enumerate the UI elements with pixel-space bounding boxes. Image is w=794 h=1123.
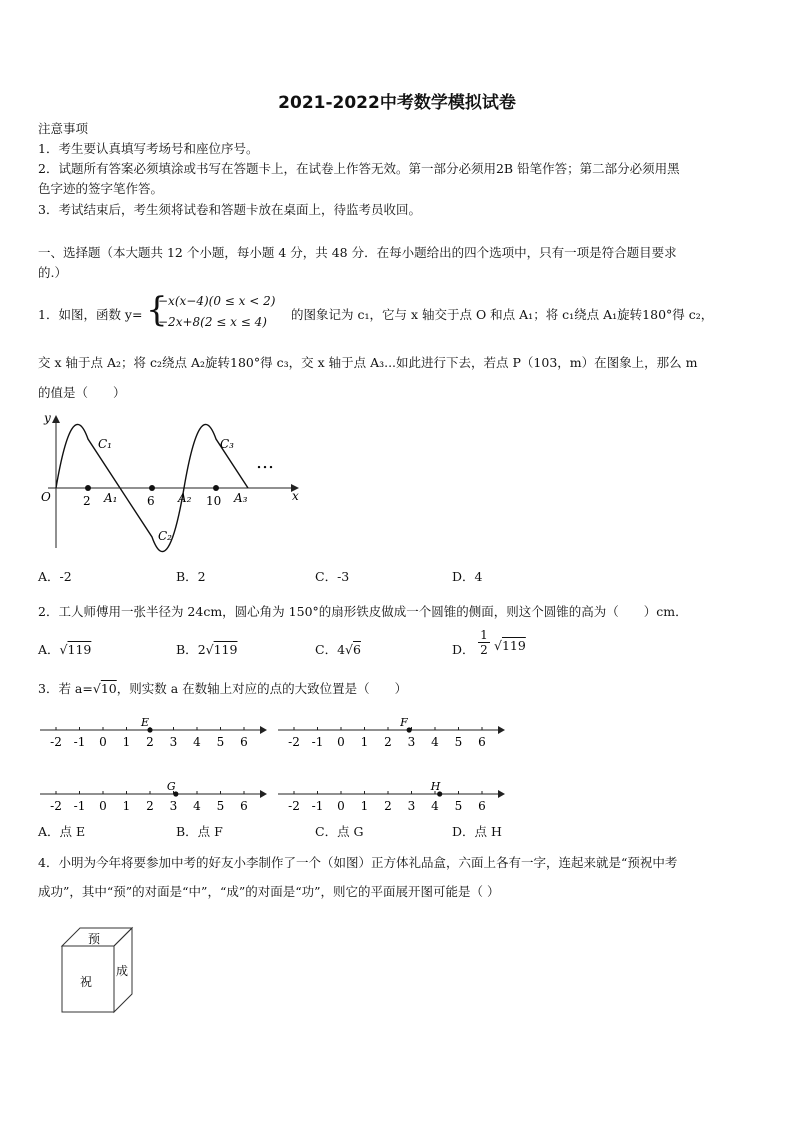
tick-label: 2: [384, 799, 392, 813]
tick-label: 1: [122, 799, 131, 813]
q1-option-d: D．4: [452, 569, 483, 584]
number-line-e: [38, 710, 268, 750]
q1-case2: −2x+8(2 ≤ x ≤ 4): [158, 315, 267, 329]
curve-label-c1: C₁: [98, 437, 112, 451]
q1-graph: [36, 408, 306, 556]
tick-label: 5: [216, 799, 225, 813]
sqrt-sign: √: [205, 642, 214, 657]
tick-label: -1: [73, 735, 86, 749]
q1-line2: 交 x 轴于点 A₂；将 c₂绕点 A₂旋转180°得 c₃，交 x 轴于点 A₃...如此进行下去，若点 P（103，m）在图象上，那么 m: [38, 355, 698, 370]
q3-suffix: ，则实数 a 在数轴上对应的点的大致位置是（ ）: [116, 681, 408, 696]
tick-dot-6: [149, 485, 155, 491]
option-label: A．: [38, 642, 60, 657]
tick-label: 4: [193, 735, 201, 749]
tick-label: 5: [454, 735, 463, 749]
curve-c3: [184, 424, 248, 488]
q2-option-a: [38, 640, 91, 658]
q2-text: 2．工人师傅用一张半径为 24cm，圆心角为 150°的扇形铁皮做成一个圆锥的侧面，则这个圆锥的高为（ ）cm．: [38, 604, 688, 619]
q2-option-b: [176, 640, 237, 658]
tick-label: 6: [240, 735, 248, 749]
radicand: 6: [353, 642, 361, 657]
tick-label: -2: [50, 735, 62, 749]
axis-arrow: [498, 726, 505, 734]
q1-option-c: C．-3: [315, 569, 350, 584]
tick-label: 6: [478, 735, 486, 749]
section-heading: 一、选择题（本大题共 12 个小题，每小题 4 分，共 48 分．在每小题给出的四个选项中，只有一项是符合题目要求: [38, 245, 677, 260]
q1-prefix: 1．如图，函数 y=: [38, 307, 143, 322]
tick-label: 4: [431, 799, 439, 813]
tick-label: 3: [169, 799, 178, 813]
y-label: y: [44, 411, 51, 425]
curve-label-c3: C₃: [220, 437, 234, 451]
radicand: 119: [67, 642, 92, 657]
page-title: 2021-2022中考数学模拟试卷: [278, 93, 516, 113]
cube-front-char: 祝: [80, 975, 93, 989]
point-label-e: E: [141, 716, 150, 729]
tick-label: -1: [311, 799, 324, 813]
tick-label: 6: [240, 799, 248, 813]
sqrt-sign: √: [494, 638, 502, 653]
axis-arrow: [260, 790, 267, 798]
q1-case1: −x(x−4)(0 ≤ x < 2): [158, 294, 276, 308]
q1-option-a: A．-2: [38, 569, 72, 584]
tick-label: 4: [431, 735, 439, 749]
q2-option-c: [315, 640, 361, 658]
gift-cube: [54, 924, 144, 1020]
numerator: 1: [478, 628, 490, 643]
point-label-g: G: [166, 780, 176, 793]
tick-label: 2: [384, 735, 392, 749]
q4-line2: 成功”，其中“预”的对面是“中”，“成”的对面是“功”，则它的平面展开图可能是（ ）: [38, 884, 500, 899]
notice-item: 色字迹的签字笔作答。: [38, 181, 164, 196]
tick-label: 1: [360, 735, 369, 749]
curve-c1: [56, 424, 120, 488]
tick-label: 3: [169, 735, 178, 749]
section-heading-cont: 的.）: [38, 265, 67, 280]
notice-item: 2．试题所有答案必须填涂或书写在答题卡上，在试卷上作答无效。第一部分必须用2B 铅笔作答；第二部分必须用黑: [38, 161, 680, 176]
q1-line3: 的值是（ ）: [38, 385, 126, 400]
q2-option-d: [452, 640, 475, 658]
q3-option-b: B．点 F: [176, 824, 223, 839]
tick-label: 0: [337, 799, 345, 813]
number-line-f: [276, 710, 506, 750]
q1-suffix: 的图象记为 c₁，它与 x 轴交于点 O 和点 A₁；将 c₁绕点 A₁旋转180°得 c₂，: [291, 307, 714, 322]
tick-label-10: 10: [206, 494, 222, 508]
cube-right-char: 成: [116, 964, 129, 978]
curve-label-c2: C₂: [158, 529, 172, 543]
tick-label-6: 6: [147, 494, 155, 508]
tick-label: 0: [99, 735, 107, 749]
tick-dot-10: [213, 485, 219, 491]
coefficient: 2: [197, 642, 206, 657]
q2-option-d-root: [494, 638, 526, 653]
tick-label: 6: [478, 799, 486, 813]
point-label-h: H: [430, 780, 441, 793]
tick-label: -1: [311, 735, 324, 749]
number-line-g: [38, 774, 268, 814]
tick-label: 3: [407, 735, 416, 749]
piecewise-brace: {: [146, 290, 168, 330]
coefficient: 4: [337, 642, 346, 657]
q4-line1: 4．小明为今年将要参加中考的好友小李制作了一个（如图）正方体礼品盒，六面上各有一字，连起来就是“预祝中考: [38, 855, 678, 870]
radicand: 10: [100, 681, 117, 696]
tick-label: -1: [73, 799, 86, 813]
sqrt-sign: √: [92, 681, 101, 696]
number-line-h: [276, 774, 506, 814]
option-label: C．: [315, 642, 338, 657]
tick-label-2: 2: [83, 494, 91, 508]
tick-label: 5: [216, 735, 225, 749]
q3-option-d: D．点 H: [452, 824, 502, 839]
tick-label: 0: [99, 799, 107, 813]
sqrt-sign: √: [59, 642, 68, 657]
tick-label: -2: [50, 799, 62, 813]
origin-label: O: [41, 490, 51, 504]
notice-heading: 注意事项: [38, 121, 89, 136]
tick-label: 1: [360, 799, 369, 813]
point-label-f: F: [400, 716, 408, 729]
axis-arrow: [260, 726, 267, 734]
tick-label: 5: [454, 799, 463, 813]
notice-item: 3．考试结束后，考生须将试卷和答题卡放在桌面上，待监考员收回。: [38, 202, 421, 217]
option-label: B．: [176, 642, 198, 657]
cube-top-char: 预: [88, 932, 101, 946]
radicand: 119: [501, 638, 526, 653]
point-a3: A₃: [234, 491, 248, 505]
fraction: [478, 628, 490, 657]
axis-arrow: [498, 790, 505, 798]
q1-option-b: B．2: [176, 569, 206, 584]
point-a2: A₂: [178, 491, 192, 505]
tick-label: 2: [146, 799, 154, 813]
tick-dot-2: [85, 485, 91, 491]
option-label: D．: [452, 642, 475, 657]
q3-prefix: 3．若 a=: [38, 681, 93, 696]
notice-item: 1．考生要认真填写考场号和座位序号。: [38, 141, 259, 156]
sqrt-sign: √: [345, 642, 353, 657]
q3-option-a: A．点 E: [38, 824, 86, 839]
tick-label: 4: [193, 799, 201, 813]
tick-label: 0: [337, 735, 345, 749]
tick-label: 1: [122, 735, 131, 749]
tick-label: 2: [146, 735, 154, 749]
tick-label: 3: [407, 799, 416, 813]
x-label: x: [292, 489, 299, 503]
point-a1: A₁: [104, 491, 118, 505]
radicand: 119: [213, 642, 238, 657]
tick-label: -2: [288, 735, 300, 749]
denominator: 2: [480, 643, 488, 657]
tick-label: -2: [288, 799, 300, 813]
q3-text: [38, 680, 407, 698]
ellipsis: …: [256, 452, 274, 473]
q3-option-c: C．点 G: [315, 824, 364, 839]
